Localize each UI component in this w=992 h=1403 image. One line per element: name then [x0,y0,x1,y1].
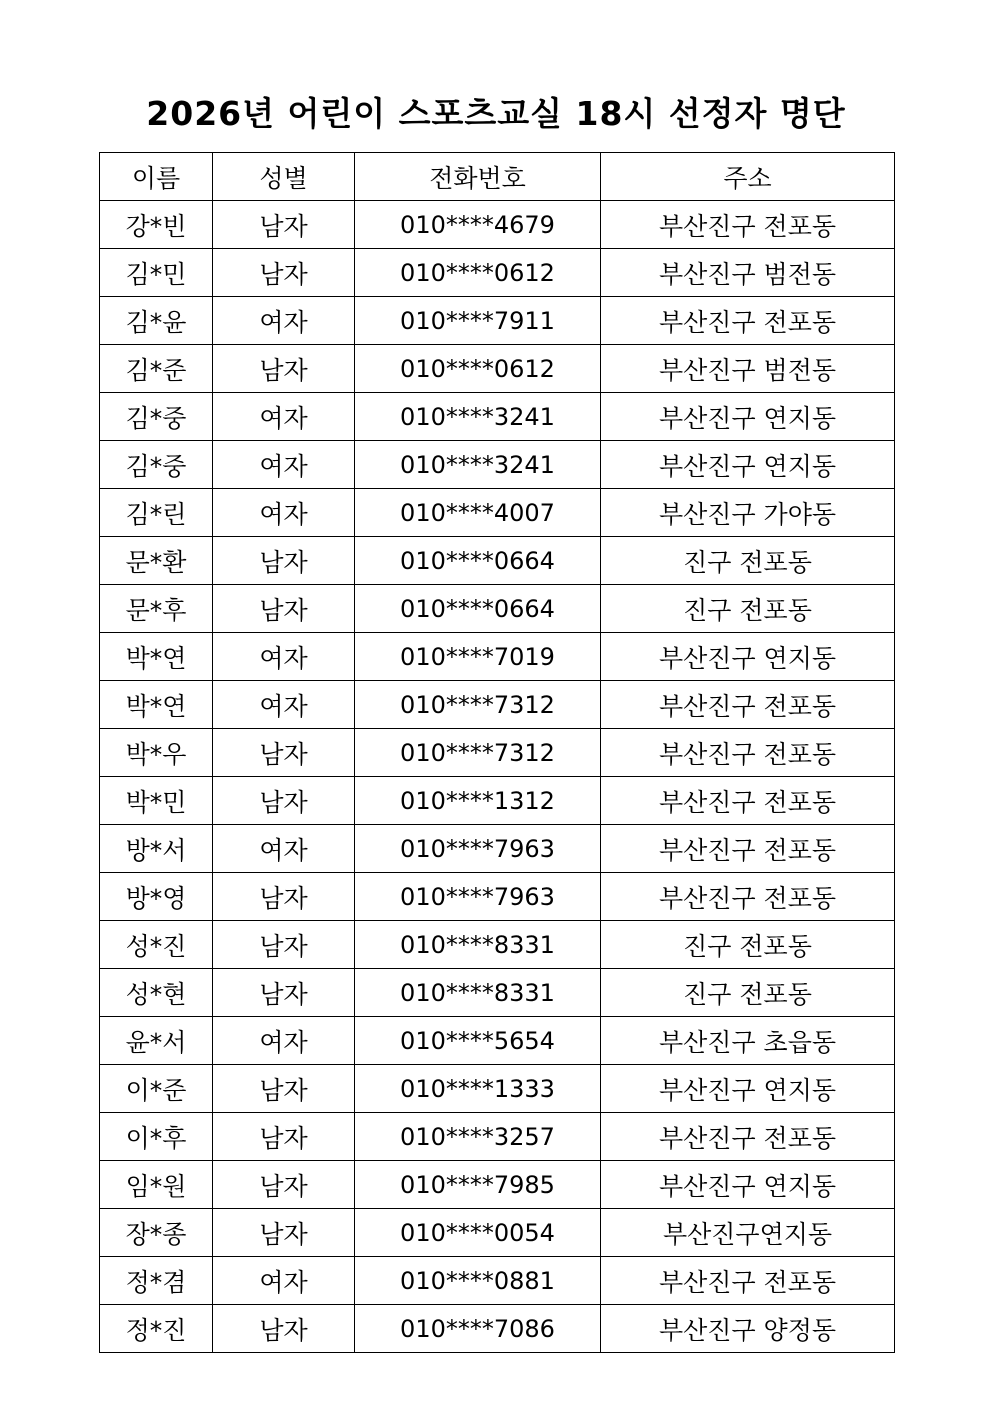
gender-cell: 여자 [213,1017,355,1065]
address-cell: 진구 전포동 [601,585,895,633]
gender-cell: 남자 [213,777,355,825]
table-row [100,297,895,345]
name-cell: 문*환 [100,537,213,585]
address-cell: 부산진구 전포동 [601,729,895,777]
address-cell: 부산진구 연지동 [601,1065,895,1113]
gender-cell: 남자 [213,969,355,1017]
gender-cell: 남자 [213,1161,355,1209]
address-cell: 부산진구 범전동 [601,345,895,393]
address-cell: 진구 전포동 [601,969,895,1017]
table-row [100,441,895,489]
gender-cell: 여자 [213,441,355,489]
table-row [100,201,895,249]
gender-cell: 남자 [213,537,355,585]
phone-cell: 010****8331 [355,921,601,969]
phone-cell: 010****7086 [355,1305,601,1353]
name-cell: 정*진 [100,1305,213,1353]
name-cell: 장*종 [100,1209,213,1257]
name-cell: 박*우 [100,729,213,777]
name-cell: 김*윤 [100,297,213,345]
table-row [100,1065,895,1113]
gender-cell: 남자 [213,1305,355,1353]
address-cell: 부산진구 전포동 [601,201,895,249]
name-cell: 강*빈 [100,201,213,249]
address-cell: 부산진구 전포동 [601,825,895,873]
phone-cell: 010****0664 [355,585,601,633]
table-row [100,777,895,825]
table-row [100,489,895,537]
table-row [100,873,895,921]
header-row [100,153,895,201]
address-cell: 부산진구 연지동 [601,1161,895,1209]
gender-cell: 남자 [213,345,355,393]
gender-cell: 여자 [213,1257,355,1305]
name-cell: 박*민 [100,777,213,825]
phone-cell: 010****4007 [355,489,601,537]
name-cell: 김*중 [100,441,213,489]
name-cell: 문*후 [100,585,213,633]
name-cell: 김*준 [100,345,213,393]
name-cell: 방*영 [100,873,213,921]
phone-cell: 010****0881 [355,1257,601,1305]
phone-cell: 010****0612 [355,345,601,393]
gender-cell: 남자 [213,1113,355,1161]
phone-cell: 010****7911 [355,297,601,345]
table-row [100,585,895,633]
address-cell: 부산진구 전포동 [601,777,895,825]
table-row [100,921,895,969]
table-row [100,681,895,729]
table-row [100,1017,895,1065]
phone-cell: 010****1312 [355,777,601,825]
phone-cell: 010****5654 [355,1017,601,1065]
phone-cell: 010****7019 [355,633,601,681]
address-cell: 진구 전포동 [601,537,895,585]
phone-cell: 010****7963 [355,825,601,873]
address-cell: 부산진구 연지동 [601,393,895,441]
phone-cell: 010****7312 [355,729,601,777]
address-cell: 부산진구 전포동 [601,1113,895,1161]
gender-cell: 남자 [213,1209,355,1257]
selectee-table [99,152,895,1353]
address-cell: 부산진구 전포동 [601,873,895,921]
gender-cell: 여자 [213,681,355,729]
address-cell: 부산진구 가야동 [601,489,895,537]
address-cell: 부산진구 초읍동 [601,1017,895,1065]
name-cell: 박*연 [100,633,213,681]
address-cell: 부산진구연지동 [601,1209,895,1257]
table-row [100,1305,895,1353]
address-cell: 부산진구 전포동 [601,1257,895,1305]
name-cell: 김*민 [100,249,213,297]
table-row [100,969,895,1017]
phone-cell: 010****4679 [355,201,601,249]
table-row [100,393,895,441]
gender-cell: 여자 [213,633,355,681]
table-row [100,825,895,873]
gender-cell: 여자 [213,825,355,873]
gender-cell: 여자 [213,489,355,537]
gender-cell: 남자 [213,585,355,633]
name-cell: 정*겸 [100,1257,213,1305]
phone-cell: 010****0664 [355,537,601,585]
name-cell: 윤*서 [100,1017,213,1065]
address-cell: 부산진구 범전동 [601,249,895,297]
address-cell: 부산진구 연지동 [601,441,895,489]
table-header [100,153,895,201]
address-cell: 부산진구 전포동 [601,681,895,729]
column-header-address: 주소 [601,153,895,201]
phone-cell: 010****8331 [355,969,601,1017]
column-header-name: 이름 [100,153,213,201]
name-cell: 성*현 [100,969,213,1017]
name-cell: 이*후 [100,1113,213,1161]
table-row [100,249,895,297]
address-cell: 부산진구 양정동 [601,1305,895,1353]
table-row [100,1113,895,1161]
gender-cell: 여자 [213,393,355,441]
table-row [100,1161,895,1209]
phone-cell: 010****7963 [355,873,601,921]
column-header-phone: 전화번호 [355,153,601,201]
table-row [100,1209,895,1257]
gender-cell: 남자 [213,1065,355,1113]
phone-cell: 010****0612 [355,249,601,297]
phone-cell: 010****3241 [355,441,601,489]
phone-cell: 010****7985 [355,1161,601,1209]
address-cell: 부산진구 전포동 [601,297,895,345]
gender-cell: 남자 [213,201,355,249]
address-cell: 진구 전포동 [601,921,895,969]
gender-cell: 남자 [213,249,355,297]
table-body [100,201,895,1353]
gender-cell: 남자 [213,729,355,777]
document-title: 2026년 어린이 스포츠교실 18시 선정자 명단 [146,94,846,133]
name-cell: 김*중 [100,393,213,441]
table-row [100,1257,895,1305]
table-row [100,345,895,393]
address-cell: 부산진구 연지동 [601,633,895,681]
gender-cell: 남자 [213,873,355,921]
phone-cell: 010****3257 [355,1113,601,1161]
table-row [100,537,895,585]
gender-cell: 여자 [213,297,355,345]
name-cell: 이*준 [100,1065,213,1113]
phone-cell: 010****1333 [355,1065,601,1113]
name-cell: 방*서 [100,825,213,873]
name-cell: 성*진 [100,921,213,969]
name-cell: 박*연 [100,681,213,729]
table-row [100,633,895,681]
phone-cell: 010****3241 [355,393,601,441]
table-row [100,729,895,777]
column-header-gender: 성별 [213,153,355,201]
gender-cell: 남자 [213,921,355,969]
phone-cell: 010****0054 [355,1209,601,1257]
name-cell: 김*린 [100,489,213,537]
name-cell: 임*원 [100,1161,213,1209]
phone-cell: 010****7312 [355,681,601,729]
